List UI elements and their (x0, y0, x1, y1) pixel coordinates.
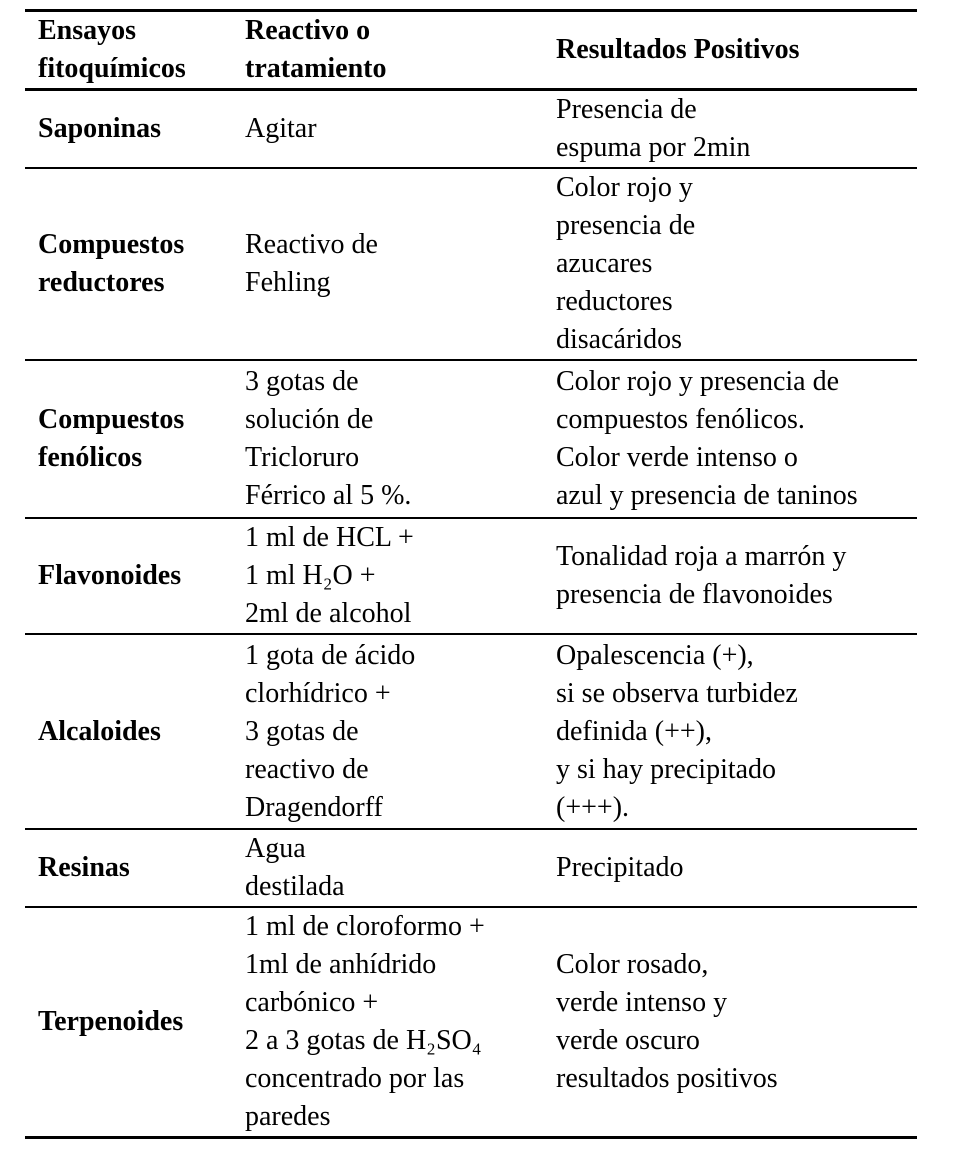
table-row-compuestos-fenolicos (25, 360, 917, 518)
reagent-cell: 1 ml de HCL + 1 ml H₂O + 2ml de alcohol (245, 522, 414, 629)
table-row-terpenoides (25, 907, 917, 1138)
assay-cell: Resinas (38, 852, 130, 883)
assay-cell: Terpenoides (38, 1006, 184, 1037)
result-cell: Opalescencia (+), si se observa turbidez definida (++), y si hay precipitado (+++). (556, 639, 798, 823)
table-row-resinas (25, 829, 917, 907)
assay-cell: Saponinas (38, 113, 161, 144)
result-cell: Tonalidad roja a marrón y presencia de flavonoides (556, 541, 847, 610)
table-row-flavonoides (25, 518, 917, 634)
phytochemical-assays-table-container (25, 9, 917, 1139)
reagent-cell: Reactivo de Fehling (245, 229, 378, 298)
reagent-cell: 1 gota de ácido clorhídrico + 3 gotas de reactivo de Dragendorff (245, 639, 416, 823)
reagent-cell: Agua destilada (245, 833, 345, 902)
table-header-row (25, 11, 917, 90)
phytochemical-assays-table (25, 9, 917, 1139)
reagent-cell: 3 gotas de solución de Tricloruro Férrico al 5 %. (245, 366, 412, 511)
table-row-alcaloides (25, 634, 917, 829)
assay-cell: Compuestos fenólicos (38, 404, 185, 473)
reagent-cell: Agitar (245, 113, 317, 144)
header-assay: Ensayos fitoquímicos (38, 15, 186, 84)
result-cell: Color rojo y presencia de compuestos fenólicos. Color verde intenso o azul y presencia de taninos (556, 366, 858, 511)
table-row-compuestos-reductores (25, 168, 917, 360)
assay-cell: Compuestos reductores (38, 229, 185, 298)
result-cell: Color rosado, verde intenso y verde oscuro resultados positivos (556, 949, 778, 1094)
table-body (25, 90, 917, 1138)
header-reagent: Reactivo o tratamiento (245, 15, 387, 84)
table-header (25, 11, 917, 90)
result-cell: Color rojo y presencia de azucares reductores disacáridos (556, 172, 696, 355)
header-results: Resultados Positivos (556, 34, 800, 65)
reagent-cell: 1 ml de cloroformo + 1ml de anhídrido carbónico + 2 a 3 gotas de H₂SO₄ concentrado por las paredes (245, 911, 485, 1132)
result-cell: Precipitado (556, 852, 684, 883)
result-cell: Presencia de espuma por 2min (556, 94, 751, 163)
assay-cell: Flavonoides (38, 560, 182, 591)
table-row-saponinas (25, 90, 917, 169)
assay-cell: Alcaloides (38, 715, 161, 747)
